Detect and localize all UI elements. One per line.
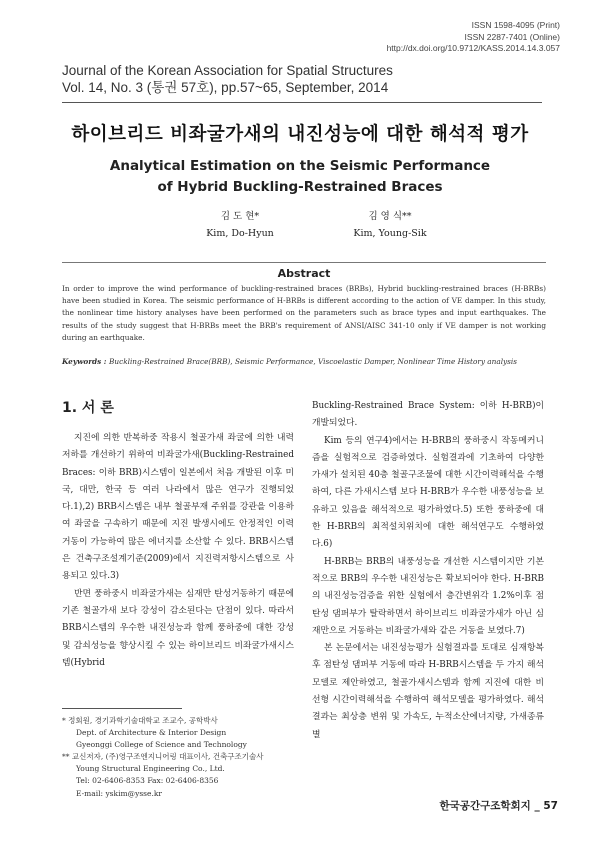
paragraph: H-BRB는 BRB의 내풍성능을 개선한 시스템이지만 기본적으로 BRB의 우수한 내진성능은 확보되어야 한다. H-BRB의 내진성능검증을 위한 실험에서 층간변위각 1.2%이후 점탄성 댐퍼부가 탈락하면서 하이브리드 비좌굴가새가 아닌 심재만으로 거동하는 비좌굴가새와 같은 거동을 보였다.7): [312, 556, 544, 636]
issn-block: [387, 20, 560, 55]
left-column: [62, 398, 294, 672]
author-1-english: Kim, Do-Hyun: [206, 228, 274, 239]
doi-link[interactable]: http://dx.doi.org/10.9712/KASS.2014.14.3.057: [386, 43, 560, 53]
author-2-english: Kim, Young-Sik: [353, 228, 427, 239]
author-footnotes: [62, 708, 294, 800]
paper-title-korean: 하이브리드 비좌굴가새의 내진성능에 대한 해석적 평가: [71, 124, 529, 145]
paragraph: 지진에 의한 반복하중 작용시 철골가새 좌굴에 의한 내력저하를 개선하기 위하여 비좌굴가새(Buckling-Restrained Braces: 이하 BRB)시스템이 일본에서 처음 개발된 이후 미국, 대만, 한국 등 여러 나라에서 많은 연구가 진행되었다.1),2) BRB시스템은 내부 철골부재 주위를 강관을 이용하여 좌굴을 구속하기 때문에 지진 발생시에도 안정적인 이력거동이 가능하여 많은 에너지를 소산할 수 있다. BRB시스템은 건축구조설계기준(2009)에서 지진력저항시스템으로 사용되고 있다.3): [62, 433, 294, 582]
footnote-line: Dept. of Architecture & Interior Design: [76, 728, 227, 738]
paper-title-english: [0, 156, 600, 198]
footnote-line: * 정회원, 경기과학기술대학교 조교수, 공학박사: [62, 716, 218, 725]
journal-name: Journal of the Korean Association for Spatial Structures: [62, 63, 393, 78]
page-footer: [440, 798, 558, 813]
author-2: [290, 208, 490, 242]
header-divider: [62, 102, 542, 103]
paragraph: 반면 풍하중시 비좌굴가새는 심재만 탄성거동하기 때문에 기존 철골가새 보다 강성이 감소된다는 단점이 있다. 따라서 BRB시스템의 우수한 내진성능과 함께 풍하중에 대한 강성 및 감쇠성능을 향상시킬 수 있는 하이브리드 비좌굴가새시스템(Hybrid: [62, 588, 294, 668]
footnote-email: E-mail: yskim@ysse.kr: [76, 788, 162, 798]
section-heading-introduction: 1. 서 론: [62, 400, 114, 416]
title-english-line1: Analytical Estimation on the Seismic Performance: [109, 158, 491, 174]
footnote-line: Gyeonggi College of Science and Technology: [76, 740, 247, 750]
keywords: [62, 356, 546, 367]
paragraph-continued: Buckling-Restrained Brace System: 이하 H-BRB)이 개발되었다.: [312, 401, 544, 429]
paragraph: 본 논문에서는 내진성능평가 실험결과를 토대로 심재항복 후 점탄성 댐퍼부 거동에 따라 H-BRB시스템을 두 가지 해석모델로 제안하였고, 철골가새시스템과 함께 지진에 대한 비선형 시간이력해석을 수행하여 해석모델을 평가하였다. 해석결과는 최상층 변위 및 가속도, 누적소산에너지량, 가새종류별: [312, 643, 544, 740]
right-column: [312, 398, 544, 744]
keywords-list: Buckling-Restrained Brace(BRB), Seismic Performance, Viscoelastic Damper, Nonlinear Time History analysis: [109, 357, 517, 367]
keywords-label: Keywords :: [62, 357, 110, 367]
abstract-section: [62, 262, 546, 367]
page-number: 57: [543, 800, 558, 812]
footnote-line: ** 교신저자, (주)영구조엔지니어링 대표이사, 건축구조기술사: [62, 752, 264, 762]
abstract-heading: Abstract: [277, 267, 331, 280]
footnote-line: Tel: 02-6406-8353 Fax: 02-6406-8356: [76, 776, 219, 786]
journal-header: [62, 62, 542, 103]
footnote-rule: [62, 708, 182, 709]
issn-print: ISSN 1598-4095 (Print): [471, 20, 560, 30]
author-1-korean: 김 도 현*: [220, 211, 260, 222]
author-2-korean: 김 영 식**: [368, 211, 412, 222]
abstract-top-rule: [62, 262, 546, 263]
footer-journal-name: 한국공간구조학회지: [439, 800, 531, 812]
footer-separator: _: [534, 800, 544, 812]
title-english-line2: of Hybrid Buckling-Restrained Braces: [157, 179, 443, 195]
abstract-text: In order to improve the wind performance of buckling-restrained braces (BRBs), Hybrid buckling-restrained braces (H-BRBs) have been studied in Korea. The seismic performance of H-BRBs is different according to the action of VE damper. In this study, the nonlinear time history analyses have been performed on the parameters such as brace types and input earthquakes. The results of the study suggest that H-BRBs meet the BRB's requirement of ANSI/AISC 341-10 only if VE damper is not working during an earthquake.: [62, 284, 546, 342]
footnote-line: Young Structural Engineering Co., Ltd.: [76, 764, 225, 774]
paragraph: Kim 등의 연구4)에서는 H-BRB의 풍하중시 작동메커니즘을 실험적으로 검증하였다. 실험결과에 기초하여 다양한 가새가 설치된 40층 철골구조물에 대한 시간이력해석을 수행하여, 다른 가새시스템 보다 H-BRB가 우수한 내풍성능을 보유하고 있음을 해석적으로 평가하였다.5) 또한 풍하중에 대한 H-BRB의 최적설치위치에 대한 해석연구도 수행하였다.6): [312, 435, 544, 550]
journal-citation: Vol. 14, No. 3 (통권 57호), pp.57~65, September, 2014: [62, 80, 389, 95]
issn-online: ISSN 2287-7401 (Online): [464, 31, 560, 42]
